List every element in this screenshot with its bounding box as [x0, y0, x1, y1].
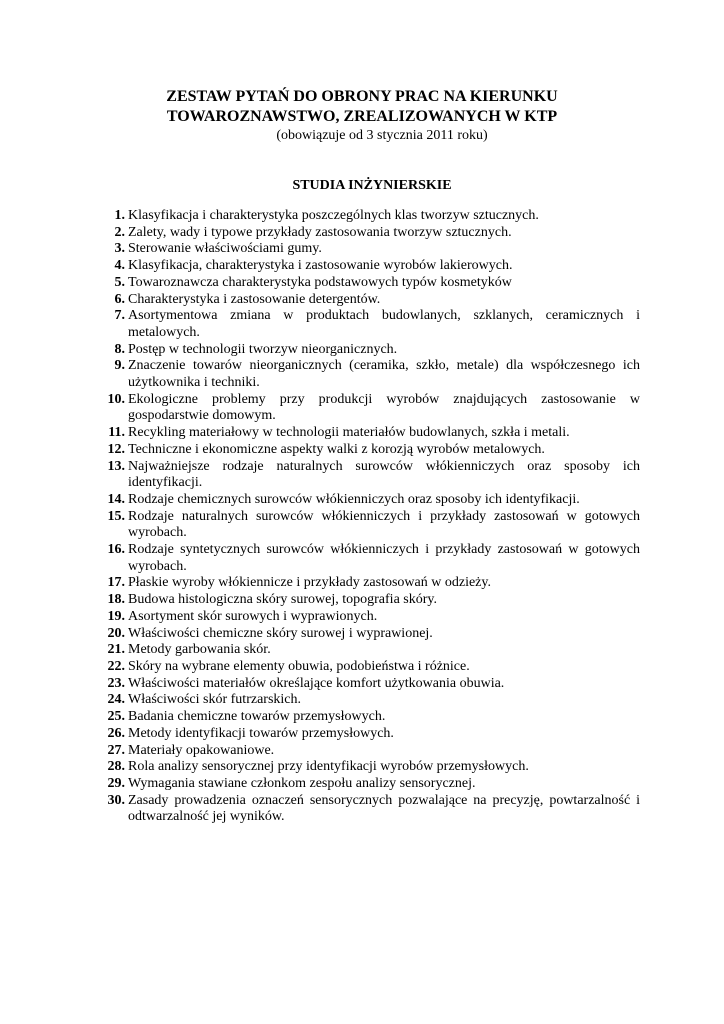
question-item — [100, 492, 640, 509]
question-text: Klasyfikacja, charakterystyka i zastosowanie wyrobów lakierowych. — [128, 258, 513, 274]
question-text: Właściwości materiałów określające komfort użytkowania obuwia. — [128, 675, 505, 691]
question-text: Postęp w technologii tworzyw nieorganicznych. — [128, 341, 398, 357]
question-text: Recykling materiałowy w technologii materiałów budowlanych, szkła i metali. — [128, 425, 570, 441]
question-item — [100, 793, 640, 826]
question-text: Asortyment skór surowych i wyprawionych. — [128, 608, 378, 624]
question-number: 20. — [107, 625, 125, 641]
question-item — [100, 442, 640, 459]
question-text: Metody garbowania skór. — [128, 642, 271, 658]
question-number: 1. — [114, 208, 125, 223]
question-number: 12. — [107, 441, 125, 457]
question-number: 24. — [107, 692, 125, 708]
question-number: 10. — [107, 391, 125, 407]
question-number: 16. — [107, 542, 125, 558]
question-item — [100, 592, 640, 609]
question-text: Właściwości skór futrzarskich. — [128, 692, 301, 708]
question-item — [100, 659, 640, 676]
question-item — [100, 609, 640, 626]
question-number: 29. — [107, 775, 125, 791]
question-text: Znaczenie towarów nieorganicznych (ceramika, szkło, metale) dla współczesnego ich użytkownika i techniki. — [128, 358, 640, 391]
question-item — [100, 726, 640, 743]
question-item — [100, 676, 640, 693]
document-subtitle: (obowiązuje od 3 stycznia 2011 roku) — [276, 128, 488, 143]
question-number: 4. — [114, 258, 125, 274]
question-number: 13. — [107, 458, 125, 474]
question-text: Ekologiczne problemy przy produkcji wyrobów znajdujących zastosowanie w gospodarstwie domowym. — [128, 391, 640, 424]
question-item — [100, 342, 640, 359]
question-item — [100, 308, 640, 341]
question-text: Wymagania stawiane członkom zespołu analizy sensorycznej. — [128, 775, 476, 791]
question-number: 28. — [107, 759, 125, 775]
question-text: Rodzaje chemicznych surowców włókienniczych oraz sposoby ich identyfikacji. — [128, 491, 580, 507]
question-item — [100, 292, 640, 309]
question-number: 23. — [107, 675, 125, 691]
question-list — [100, 208, 640, 826]
question-number: 25. — [107, 709, 125, 725]
question-number: 14. — [107, 491, 125, 507]
question-text: Rola analizy sensorycznej przy identyfikacji wyrobów przemysłowych. — [128, 759, 529, 775]
question-text: Materiały opakowaniowe. — [128, 742, 275, 758]
question-text: Właściwości chemiczne skóry surowej i wyprawionej. — [128, 625, 433, 641]
question-number: 27. — [107, 742, 125, 758]
question-text: Rodzaje syntetycznych surowców włókienniczych i przykłady zastosowań w gotowych wyrobach. — [128, 542, 640, 574]
question-number: 6. — [114, 291, 125, 307]
section-heading: STUDIA INŻYNIERSKIE — [292, 178, 452, 193]
question-item — [100, 776, 640, 793]
question-text: Sterowanie właściwościami gumy. — [128, 241, 322, 257]
question-item — [100, 709, 640, 726]
question-item — [100, 575, 640, 592]
question-item — [100, 208, 640, 225]
document-title-line-2: TOWAROZNAWSTWO, ZREALIZOWANYCH W KTP — [166, 108, 558, 125]
question-item — [100, 275, 640, 292]
question-number: 7. — [114, 308, 125, 324]
question-item — [100, 358, 640, 391]
question-number: 8. — [114, 341, 125, 357]
question-number: 26. — [107, 725, 125, 741]
question-number: 9. — [114, 358, 125, 374]
question-item — [100, 258, 640, 275]
question-number: 17. — [107, 575, 125, 591]
question-number: 3. — [114, 241, 125, 257]
question-item — [100, 459, 640, 492]
question-text: Klasyfikacja i charakterystyka poszczególnych klas tworzyw sztucznych. — [128, 208, 539, 223]
question-text: Budowa histologiczna skóry surowej, topografia skóry. — [128, 592, 437, 608]
question-text: Charakterystyka i zastosowanie detergentów. — [128, 291, 381, 307]
question-number: 5. — [114, 274, 125, 290]
question-item — [100, 692, 640, 709]
question-item — [100, 743, 640, 760]
question-text: Asortymentowa zmiana w produktach budowlanych, szklanych, ceramicznych i metalowych. — [128, 308, 640, 340]
question-text: Badania chemiczne towarów przemysłowych. — [128, 709, 386, 725]
document-title-line-1: ZESTAW PYTAŃ DO OBRONY PRAC NA KIERUNKU — [166, 88, 558, 105]
question-text: Skóry na wybrane elementy obuwia, podobieństwa i różnice. — [128, 658, 470, 674]
question-item — [100, 626, 640, 643]
question-item — [100, 241, 640, 258]
question-text: Najważniejsze rodzaje naturalnych surowców włókienniczych oraz sposoby ich identyfikacji. — [128, 458, 640, 491]
question-item — [100, 225, 640, 242]
question-text: Techniczne i ekonomiczne aspekty walki z korozją wyrobów metalowych. — [128, 441, 545, 457]
question-item — [100, 759, 640, 776]
question-text: Zalety, wady i typowe przykłady zastosowania tworzyw sztucznych. — [128, 224, 512, 240]
question-item — [100, 642, 640, 659]
question-text: Rodzaje naturalnych surowców włókienniczych i przykłady zastosowań w gotowych wyrobach. — [128, 508, 640, 541]
question-number: 21. — [107, 642, 125, 658]
question-text: Towaroznawcza charakterystyka podstawowych typów kosmetyków — [128, 274, 512, 290]
question-item — [100, 509, 640, 542]
question-text: Zasady prowadzenia oznaczeń sensorycznych pozwalające na precyzję, powtarzalność i odtwarzalność jej wyników. — [128, 792, 640, 825]
question-number: 19. — [107, 608, 125, 624]
question-text: Płaskie wyroby włókiennicze i przykłady zastosowań w odzieży. — [128, 575, 491, 591]
question-number: 2. — [114, 224, 125, 240]
question-number: 30. — [107, 792, 125, 808]
question-number: 11. — [108, 425, 125, 441]
question-item — [100, 542, 640, 575]
question-item — [100, 392, 640, 425]
question-item — [100, 425, 640, 442]
question-text: Metody identyfikacji towarów przemysłowych. — [128, 725, 394, 741]
question-number: 15. — [107, 508, 125, 524]
question-number: 18. — [107, 592, 125, 608]
question-number: 22. — [107, 658, 125, 674]
